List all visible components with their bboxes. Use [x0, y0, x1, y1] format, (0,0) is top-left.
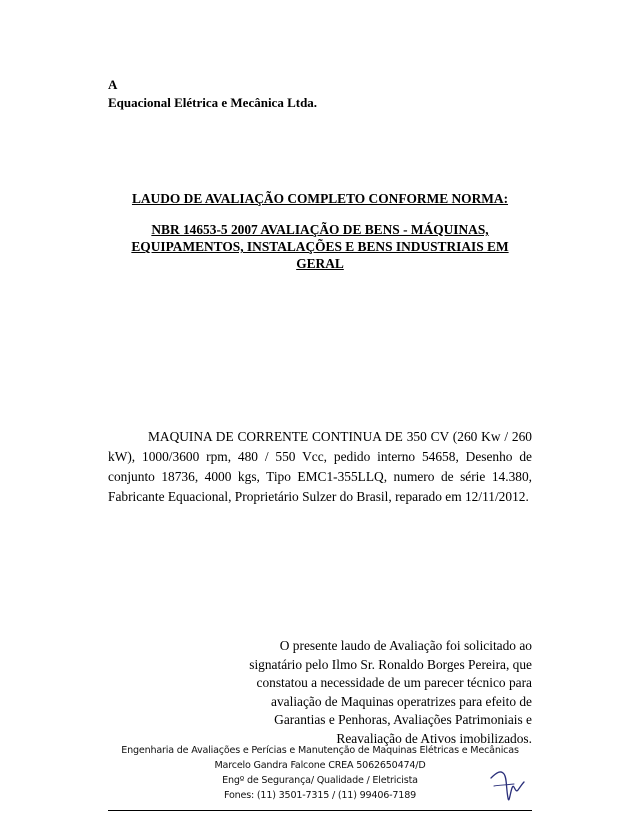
- footer-divider: [108, 810, 532, 811]
- addressee-prefix: A: [108, 77, 118, 92]
- signature-mark: [488, 764, 528, 808]
- footer-services: Engenharia de Avaliações e Perícias e Manutenção de Maquinas Elétricas e Mecânicas: [121, 745, 519, 756]
- footer: [108, 743, 532, 803]
- machine-description: [108, 427, 532, 507]
- footer-phones: Fones: (11) 3501-7315 / (11) 99406-7189: [223, 790, 416, 801]
- machine-description-paragraph: MAQUINA DE CORRENTE CONTINUA DE 350 CV (260 Kw / 260 kW), 1000/3600 rpm, 480 / 550 Vcc, pedido interno 54658, Desenho de conjunto 18736, 4000 kgs, Tipo EMC1-355LLQ, numero de série 14.380, Fabricante Equacional, Proprietário Sulzer do Brasil, reparado em 12/11/2012.: [108, 429, 532, 504]
- request-statement-text: O presente laudo de Avaliação foi solicitado ao signatário pelo Ilmo Sr. Ronaldo Borges Pereira, que constatou a necessidade de um parecer técnico para avaliação de Maquinas operatrizes para efeito de Garantias e Penhoras, Avaliações Patrimoniais e Reavaliação de Ativos imobilizados.: [249, 638, 532, 746]
- report-title-line2: NBR 14653-5 2007 AVALIAÇÃO DE BENS - MÁQUINAS, EQUIPAMENTOS, INSTALAÇÕES E BENS INDUSTRIAIS EM GERAL: [131, 222, 509, 271]
- addressee-block: [108, 76, 317, 112]
- report-title: [108, 190, 532, 272]
- request-statement: [228, 637, 532, 748]
- report-title-line1: LAUDO DE AVALIAÇÃO COMPLETO CONFORME NORMA:: [131, 191, 509, 206]
- footer-engineer: Marcelo Gandra Falcone CREA 5062650474/D: [214, 760, 426, 771]
- company-name: Equacional Elétrica e Mecânica Ltda.: [108, 95, 318, 110]
- footer-qualification: Engº de Segurança/ Qualidade / Eletricista: [222, 775, 418, 786]
